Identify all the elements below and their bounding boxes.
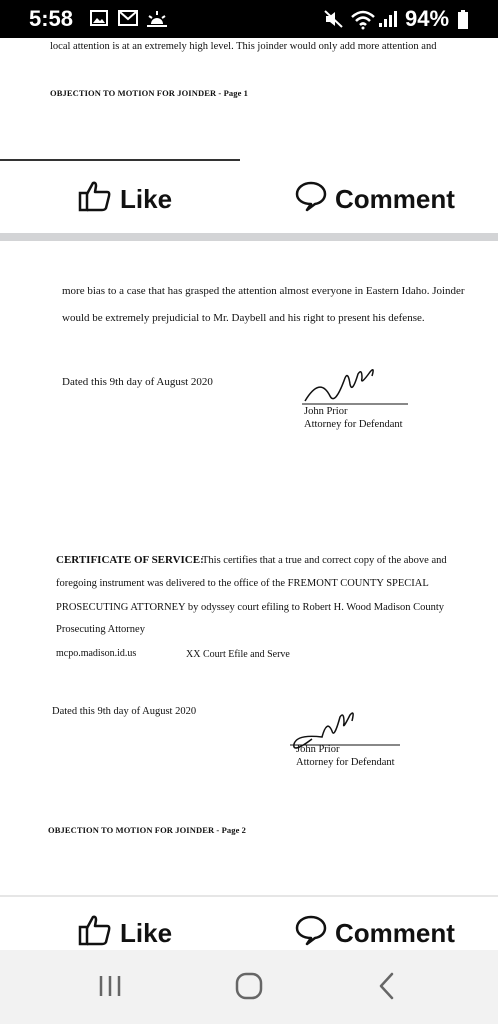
signal-icon [378,10,400,33]
wifi-icon [350,10,376,35]
recent-apps-icon [97,974,123,1003]
service-email: mcpo.madison.id.us [56,648,137,659]
dated-line-1: Dated this 9th day of August 2020 [62,376,213,388]
action-bar-top [0,163,498,233]
page2-footer: OBJECTION TO MOTION FOR JOINDER - Page 2 [48,825,247,835]
signature-2-title: Attorney for Defendant [296,757,395,768]
document-page-1 [0,38,498,163]
paragraph-line-1: more bias to a case that has grasped the attention almost everyone in Eastern Idaho. Joinder [62,285,465,297]
signature-1 [300,366,410,411]
dated-line-2: Dated this 9th day of August 2020 [52,706,197,717]
page1-footer: OBJECTION TO MOTION FOR JOINDER - Page 1 [50,88,249,98]
page-edge-line [0,159,240,161]
certificate-line-3: PROSECUTING ATTORNEY by odyssey court efiling to Robert H. Wood Madison County [56,602,445,613]
back-chevron-icon [377,972,397,1005]
battery-icon [457,10,469,35]
thumbs-up-icon [78,914,112,953]
certificate-line-4: Prosecuting Attorney [56,624,145,635]
comment-button[interactable] [295,180,455,219]
like-label: Like [120,184,173,214]
home-icon [235,972,263,1005]
gallery-icon [90,10,108,31]
recent-apps-button[interactable] [85,968,135,1008]
gmail-icon [118,10,138,31]
like-label: Like [120,918,173,948]
signature-2-name: John Prior [296,744,340,755]
page1-top-line: local attention is at an extremely high level. This joinder would only add more attention and [50,41,437,52]
paragraph-line-2: would be extremely prejudicial to Mr. Daybell and his right to present his defense. [62,312,425,324]
status-bar [0,0,498,38]
comment-bubble-icon [295,914,327,953]
thumbs-up-icon [78,180,112,219]
home-button[interactable] [224,968,274,1008]
post-divider [0,233,498,241]
service-method: XX Court Efile and Serve [186,649,290,660]
certificate-heading: CERTIFICATE OF SERVICE: [56,554,204,566]
action-bar-bottom [0,897,498,950]
system-navigation-bar [0,950,498,1024]
certificate-line-1: This certifies that a true and correct copy of the above and [202,555,447,566]
weather-sunrise-icon [146,10,168,33]
certificate-line-2: foregoing instrument was delivered to the office of the FREMONT COUNTY SPECIAL [56,578,429,589]
comment-button[interactable] [295,914,455,953]
signature-1-name: John Prior [304,406,348,417]
document-page-2 [0,241,498,895]
comment-bubble-icon [295,180,327,219]
like-button[interactable] [78,914,172,953]
clock: 5:58 [29,6,74,31]
mute-icon [324,10,344,33]
back-button[interactable] [362,968,412,1008]
comment-label: Comment [335,918,455,948]
like-button[interactable] [78,180,172,219]
battery-percentage: 94% [405,6,450,31]
signature-1-title: Attorney for Defendant [304,419,403,430]
comment-label: Comment [335,184,455,214]
